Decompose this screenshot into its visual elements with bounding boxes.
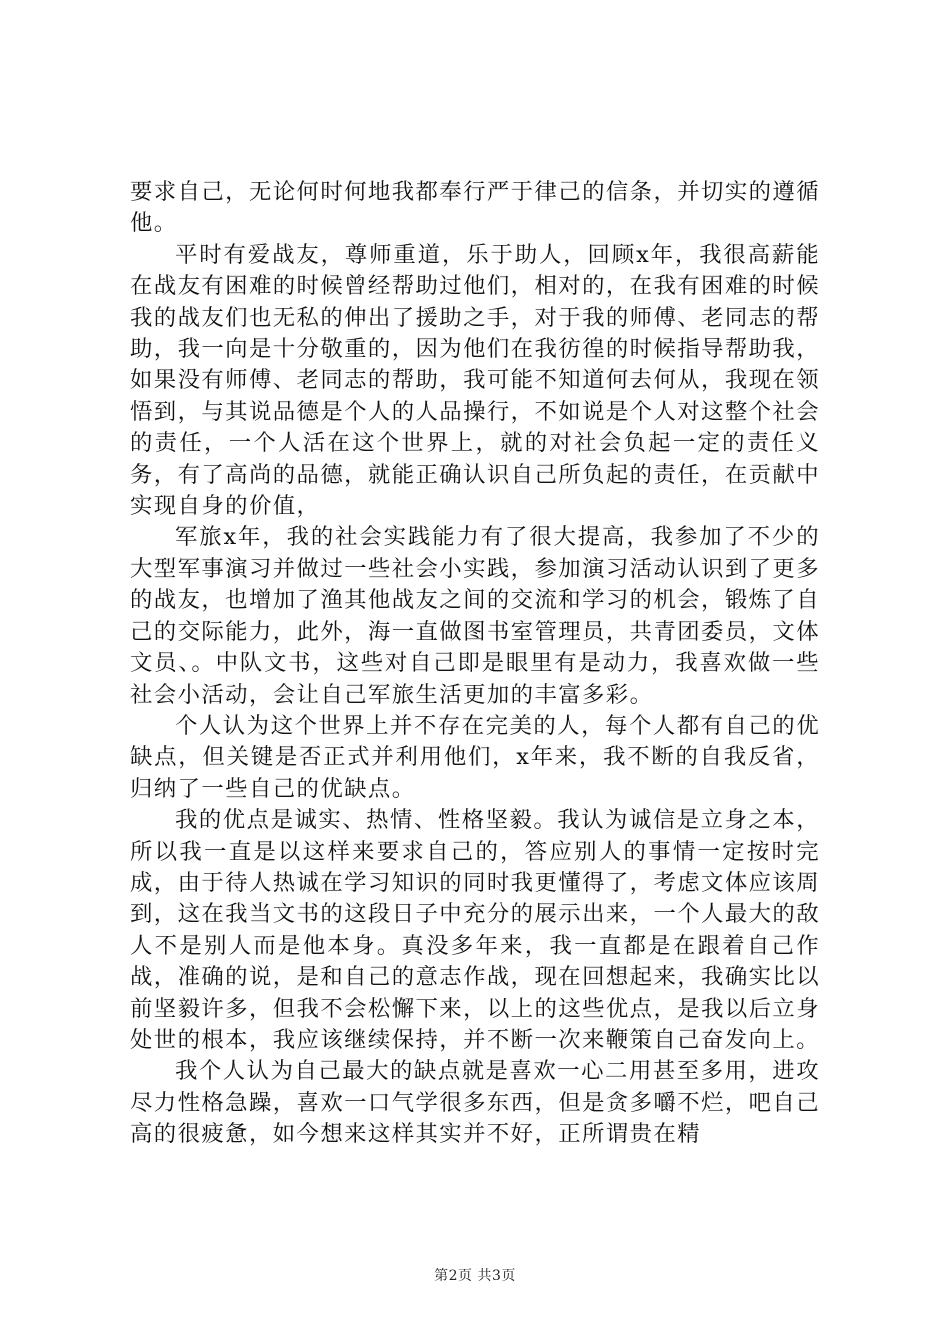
document-body — [130, 177, 820, 1151]
paragraph-3: 军旅x年，我的社会实践能力有了很大提高，我参加了不少的大型军事演习并做过一些社会小实践，参加演习活动认识到了更多的战友，也增加了渔其他战友之间的交流和学习的机会，锻炼了自己的交际能力，此外，海一直做图书室管理员，共青团委员，文体文员、。中队文书，这些对自己即是眼里有是动力，我喜欢做一些社会小活动，会让自己军旅生活更加的丰富多彩。 — [130, 524, 820, 708]
paragraph-4: 个人认为这个世界上并不存在完美的人，每个人都有自己的优缺点，但关键是否正式并利用他们，x年来，我不断的自我反省，归纳了一些自己的优缺点。 — [130, 712, 820, 802]
paragraph-2: 平时有爱战友，尊师重道，乐于助人，回顾x年，我很高薪能在战友有困难的时候曾经帮助过他们，相对的，在我有困难的时候我的战友们也无私的伸出了援助之手，对于我的师傅、老同志的帮助，我一向是十分敬重的，因为他们在我彷徨的时候指导帮助我，如果没有师傅、老同志的帮助，我可能不知道何去何从，我现在领悟到，与其说品德是个人的人品操行，不如说是个人对这整个社会的责任，一个人活在这个世界上，就的对社会负起一定的责任义务，有了高尚的品德，就能正确认识自己所负起的责任，在贡献中实现自身的价值， — [130, 241, 820, 520]
paragraph-1: 要求自己，无论何时何地我都奉行严于律己的信条，并切实的遵循他。 — [130, 179, 820, 237]
paragraph-5: 我的优点是诚实、热情、性格坚毅。我认为诚信是立身之本，所以我一直是以这样来要求自己的，答应别人的事情一定按时完成，由于待人热诚在学习知识的同时我更懂得了，考虑文体应该周到，这在我当文书的这段日子中充分的展示出来，一个人最大的敌人不是别人而是他本身。真没多年来，我一直都是在跟着自己作战，准确的说，是和自己的意志作战，现在回想起来，我确实比以前坚毅许多，但我不会松懈下来，以上的这些优点，是我以后立身处世的根本，我应该继续保持，并不断一次来鞭策自己奋发向上。 — [130, 807, 820, 1053]
page-number-footer: 第2页 共3页 — [434, 1268, 516, 1284]
paragraph-6: 我个人认为自己最大的缺点就是喜欢一心二用甚至多用，进攻尽力性格急躁，喜欢一口气学很多东西，但是贪多嚼不烂，吧自己高的很疲惫，如今想来这样其实并不好，正所谓贵在精 — [130, 1058, 820, 1148]
